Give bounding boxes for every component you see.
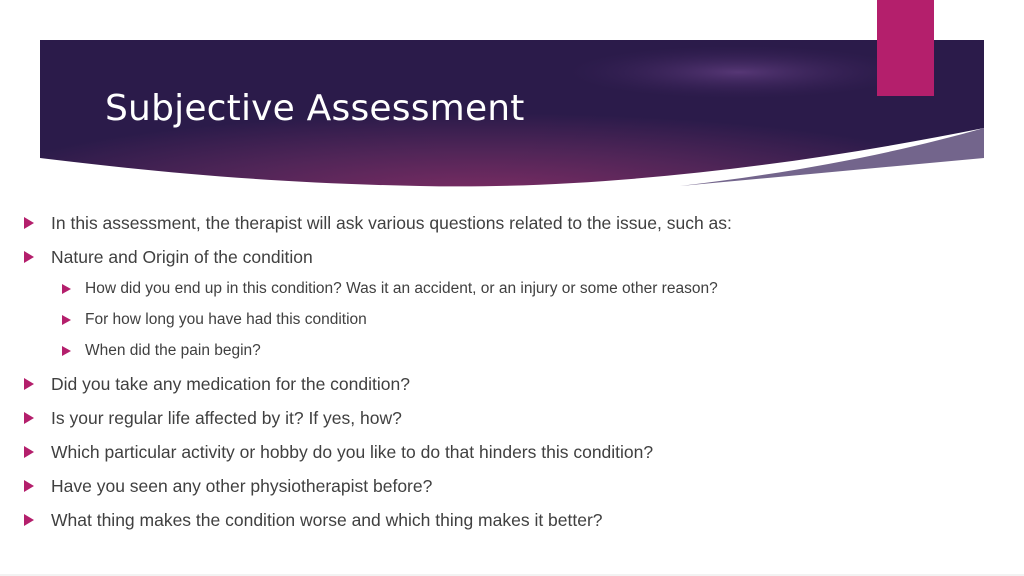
accent-bar bbox=[877, 0, 934, 96]
triangle-right-icon bbox=[24, 217, 34, 229]
triangle-right-icon bbox=[62, 315, 71, 325]
bullet-text: Did you take any medication for the condition? bbox=[51, 374, 410, 394]
slide-title: Subjective Assessment bbox=[105, 88, 525, 129]
bullet-item bbox=[20, 244, 1010, 278]
bullet-text: When did the pain begin? bbox=[85, 342, 261, 359]
triangle-right-icon bbox=[24, 378, 34, 390]
bullet-text: How did you end up in this condition? Was it an accident, or an injury or some other reason? bbox=[85, 280, 718, 297]
bullet-text: What thing makes the condition worse and which thing makes it better? bbox=[51, 510, 603, 530]
bullet-text: Is your regular life affected by it? If yes, how? bbox=[51, 408, 402, 428]
sub-bullet-item bbox=[20, 340, 1010, 371]
bullet-item bbox=[20, 405, 1010, 439]
bullet-list bbox=[20, 210, 1010, 541]
bullet-item bbox=[20, 439, 1010, 473]
triangle-right-icon bbox=[62, 284, 71, 294]
triangle-right-icon bbox=[24, 251, 34, 263]
triangle-right-icon bbox=[62, 346, 71, 356]
bullet-text: Have you seen any other physiotherapist before? bbox=[51, 476, 433, 496]
triangle-right-icon bbox=[24, 446, 34, 458]
triangle-right-icon bbox=[24, 480, 34, 492]
bullet-text: For how long you have had this condition bbox=[85, 311, 367, 328]
sub-bullet-item bbox=[20, 278, 1010, 309]
bullet-item bbox=[20, 371, 1010, 405]
bullet-item bbox=[20, 473, 1010, 507]
bullet-text: In this assessment, the therapist will ask various questions related to the issue, such as: bbox=[51, 213, 732, 233]
bullet-text: Which particular activity or hobby do you like to do that hinders this condition? bbox=[51, 442, 654, 462]
bullet-text: Nature and Origin of the condition bbox=[51, 247, 313, 267]
sub-bullet-item bbox=[20, 309, 1010, 340]
triangle-right-icon bbox=[24, 514, 34, 526]
triangle-right-icon bbox=[24, 412, 34, 424]
bullet-item bbox=[20, 210, 1010, 244]
bullet-item bbox=[20, 507, 1010, 541]
